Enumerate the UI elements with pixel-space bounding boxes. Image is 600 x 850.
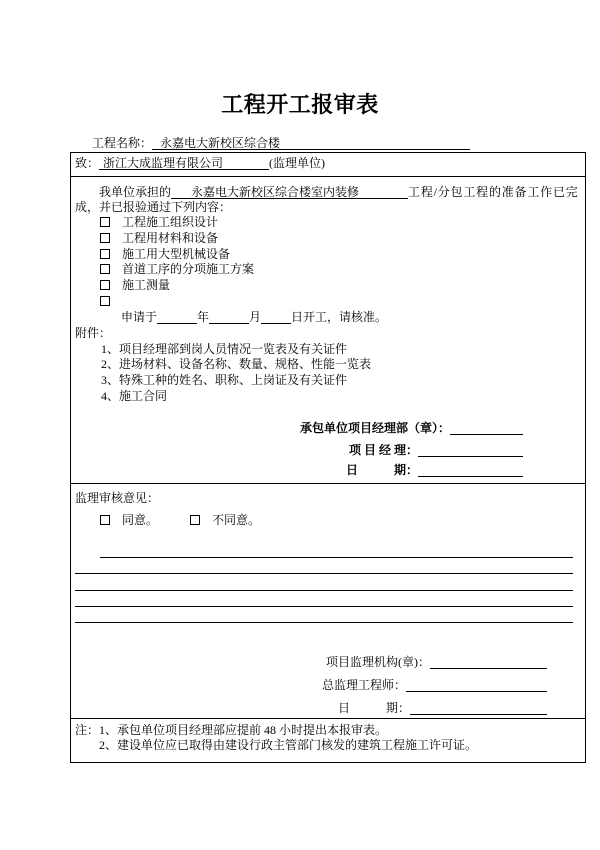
project-manager-blank bbox=[418, 442, 523, 457]
contractor-seal-blank bbox=[450, 420, 523, 435]
checklist-item bbox=[100, 230, 218, 246]
checklist-item bbox=[100, 277, 170, 293]
chief-engineer-blank bbox=[406, 677, 547, 692]
contractor-date-row bbox=[346, 462, 523, 478]
checkbox-icon bbox=[100, 249, 110, 259]
review-opinion-line bbox=[75, 606, 573, 607]
review-options bbox=[100, 512, 260, 528]
checkbox-icon bbox=[190, 515, 200, 525]
checkbox-icon bbox=[100, 217, 110, 227]
checklist-item bbox=[100, 261, 254, 277]
checkbox-icon bbox=[100, 296, 110, 306]
contractor-seal-row bbox=[300, 420, 523, 436]
review-option-approve: 同意。 bbox=[122, 513, 159, 527]
addressee-label: 致： bbox=[75, 156, 100, 170]
request-prefix: 申请于 bbox=[121, 310, 158, 324]
review-date-row bbox=[338, 700, 547, 716]
checklist-item bbox=[100, 246, 230, 262]
addressee-row bbox=[75, 155, 325, 171]
attachment-item: 4、施工合同 bbox=[101, 389, 168, 403]
project-name-row bbox=[92, 135, 470, 151]
month-blank bbox=[209, 309, 249, 324]
request-suffix: 日开工，请核准。 bbox=[291, 310, 388, 324]
project-scope-field: 永嘉电大新校区综合楼室内装修 bbox=[171, 184, 408, 199]
review-option-reject: 不同意。 bbox=[212, 513, 261, 527]
note-line-2 bbox=[99, 737, 477, 753]
checklist-item-label: 施工测量 bbox=[122, 278, 171, 292]
attachments-label: 附件： bbox=[75, 326, 112, 340]
contractor-seal-label: 承包单位项目经理部（章）： bbox=[299, 421, 450, 435]
checkbox-icon bbox=[100, 515, 110, 525]
project-name-value: 永嘉电大新校区综合楼 bbox=[152, 135, 470, 150]
supervisor-company-field: 浙江大成监理有限公司 bbox=[99, 155, 269, 170]
checkbox-icon bbox=[100, 233, 110, 243]
note-item: 2、建设单位应已取得由建设行政主管部门核发的建筑工程施工许可证。 bbox=[99, 738, 478, 752]
section-divider bbox=[70, 718, 586, 719]
note-item: 1、承包单位项目经理部应提前 48 小时提出本报审表。 bbox=[99, 723, 388, 737]
year-blank bbox=[157, 309, 197, 324]
day-blank bbox=[261, 309, 291, 324]
application-intro-line-1 bbox=[99, 184, 579, 200]
section-divider bbox=[70, 176, 586, 177]
form-title: 工程开工报审表 bbox=[221, 92, 379, 117]
section-divider bbox=[70, 483, 586, 484]
notes-label: 注： bbox=[75, 723, 100, 737]
review-opinion-line bbox=[75, 590, 573, 591]
review-date-blank bbox=[410, 700, 547, 715]
month-unit: 月 bbox=[249, 310, 262, 324]
contractor-date-blank bbox=[418, 462, 523, 477]
checklist-item-label: 首道工序的分项施工方案 bbox=[122, 262, 255, 276]
project-manager-label: 项 目 经 理： bbox=[348, 443, 418, 457]
project-name-label: 工程名称： bbox=[92, 136, 153, 150]
review-opinion-line bbox=[75, 573, 573, 574]
attachment-item: 1、项目经理部到岗人员情况一览表及有关证件 bbox=[101, 342, 348, 356]
supervisor-company-suffix: (监理单位) bbox=[269, 156, 326, 170]
contractor-date-label: 日 期： bbox=[345, 463, 418, 477]
checkbox-icon bbox=[100, 264, 110, 274]
supervisor-seal-row bbox=[326, 654, 547, 670]
project-manager-row bbox=[349, 442, 523, 458]
note-line-1 bbox=[75, 722, 387, 738]
checklist-item bbox=[100, 214, 218, 230]
intro-suffix: 工程/分包工程的准备工作已完 bbox=[408, 185, 579, 199]
start-date-request bbox=[121, 309, 387, 325]
attachment-item: 3、特殊工种的姓名、职称、上岗证及有关证件 bbox=[101, 373, 348, 387]
review-date-label: 日 期： bbox=[337, 701, 410, 715]
application-intro-line-2: 成，并已报验通过下列内容： bbox=[75, 200, 232, 214]
review-opinion-line bbox=[100, 557, 573, 558]
checklist-item-label: 工程用材料和设备 bbox=[122, 231, 219, 245]
intro-prefix: 我单位承担的 bbox=[99, 185, 172, 199]
checklist-item-label: 工程施工组织设计 bbox=[122, 215, 219, 229]
checklist-item bbox=[100, 293, 122, 309]
review-label: 监理审核意见： bbox=[75, 491, 160, 505]
supervisor-seal-label: 项目监理机构(章)： bbox=[326, 655, 430, 669]
supervisor-seal-blank bbox=[430, 654, 547, 669]
checkbox-icon bbox=[100, 280, 110, 290]
year-unit: 年 bbox=[197, 310, 210, 324]
chief-engineer-row bbox=[322, 677, 547, 693]
checklist-item-label: 施工用大型机械设备 bbox=[122, 247, 231, 261]
chief-engineer-label: 总监理工程师： bbox=[321, 678, 406, 692]
review-opinion-line bbox=[75, 622, 573, 623]
attachment-item: 2、进场材料、设备名称、数量、规格、性能一览表 bbox=[101, 357, 372, 371]
